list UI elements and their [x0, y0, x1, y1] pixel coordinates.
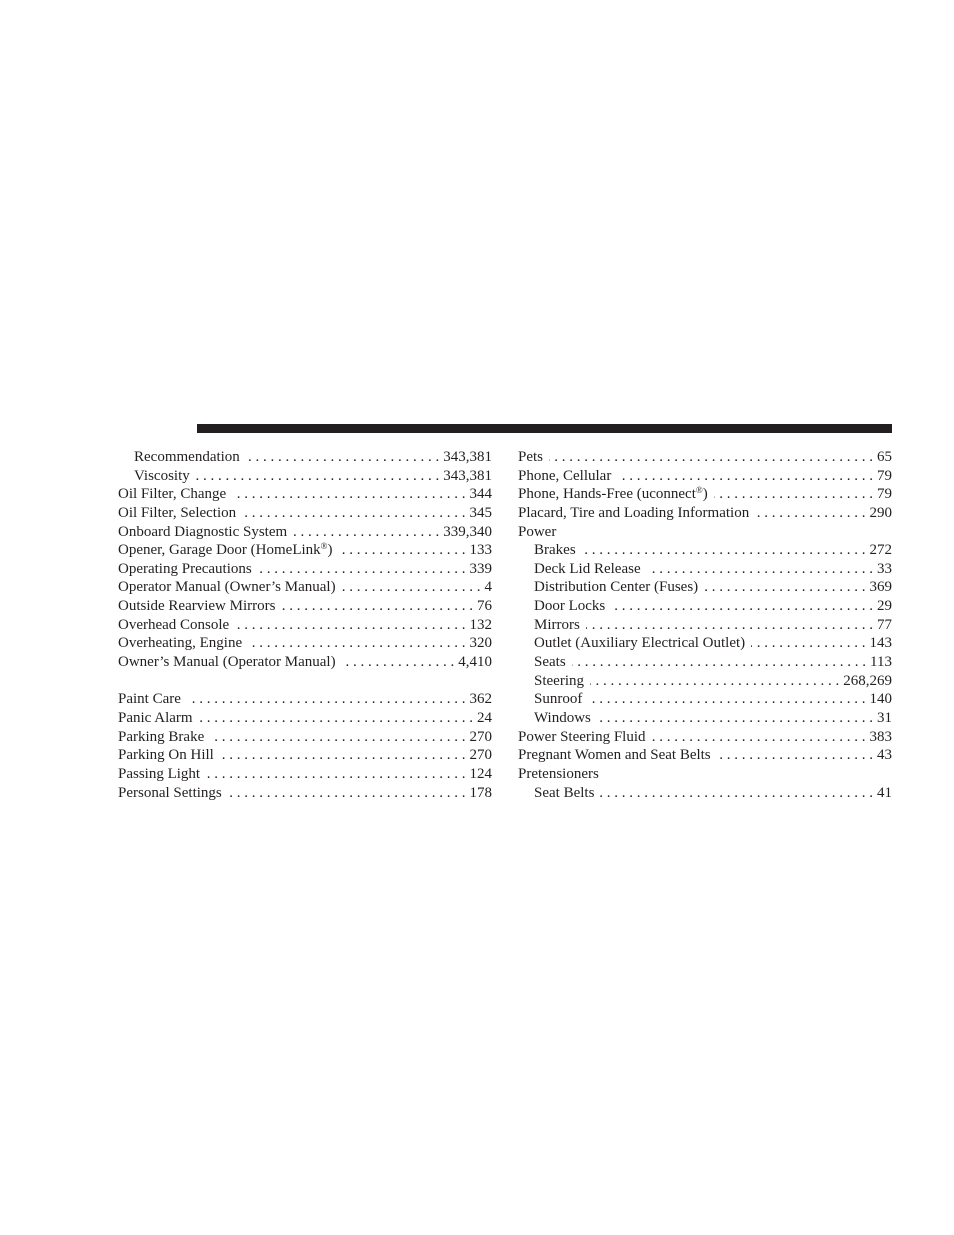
entry-page-number: 124 — [469, 765, 492, 782]
dot-leader — [246, 448, 439, 467]
entry-label: Deck Lid Release — [534, 560, 641, 577]
entry-label: Phone, Cellular — [518, 467, 612, 484]
dot-leader — [755, 504, 865, 523]
dot-leader — [228, 784, 466, 803]
entry-page-number: 43 — [877, 747, 892, 764]
entry-page-number: 31 — [877, 709, 892, 726]
entry-page-number: 140 — [869, 691, 892, 708]
entry-page-number: 178 — [469, 784, 492, 801]
dot-leader — [717, 746, 873, 765]
index-subentry — [518, 709, 892, 728]
entry-page-number: 345 — [469, 504, 492, 521]
index-subentry — [118, 467, 492, 486]
index-entry — [118, 541, 492, 560]
index-subentry — [518, 690, 892, 709]
dot-leader — [704, 578, 865, 597]
index-entry — [118, 653, 492, 672]
index-subentry — [518, 616, 892, 635]
index-entry — [518, 467, 892, 486]
dot-leader — [206, 765, 465, 784]
index-entry — [118, 765, 492, 784]
entry-page-number: 24 — [477, 709, 492, 726]
index-entry — [118, 616, 492, 635]
dot-leader — [210, 728, 465, 747]
index-entry — [118, 746, 492, 765]
entry-page-number: 76 — [477, 598, 492, 615]
entry-label: Door Locks — [534, 598, 606, 615]
index-entry — [518, 448, 892, 467]
entry-label: Seat Belts — [534, 784, 595, 801]
index-entry — [518, 504, 892, 523]
dot-leader — [199, 709, 473, 728]
dot-leader — [196, 467, 439, 486]
top-rule — [197, 424, 892, 433]
entry-page-number: 268,269 — [843, 672, 892, 689]
index-entry — [118, 504, 492, 523]
entry-label: Sunroof — [534, 691, 583, 708]
dot-leader — [342, 653, 455, 672]
entry-page-number: 343,381 — [443, 467, 492, 484]
index-entry — [118, 485, 492, 504]
entry-label: Overhead Console — [118, 616, 230, 633]
entry-page-number: 362 — [469, 691, 492, 708]
entry-page-number: 143 — [869, 635, 892, 652]
dot-leader — [588, 690, 865, 709]
index-entry — [518, 746, 892, 765]
index-entry — [118, 560, 492, 579]
dot-leader — [617, 467, 873, 486]
entry-label: Pretensioners — [518, 765, 599, 782]
dot-leader — [714, 485, 873, 504]
dot-leader — [549, 448, 873, 467]
dot-leader — [590, 672, 839, 691]
entry-label: Outlet (Auxiliary Electrical Outlet) — [534, 635, 746, 652]
entry-label: Phone, Hands-Free (uconnect®) — [518, 485, 708, 503]
dot-leader — [600, 784, 873, 803]
entry-page-number: 133 — [469, 542, 492, 559]
entry-label: Parking On Hill — [118, 747, 214, 764]
entry-label: Seats — [534, 654, 566, 671]
entry-label: Brakes — [534, 542, 576, 559]
index-heading — [518, 765, 892, 784]
entry-page-number: 343,381 — [443, 449, 492, 465]
index-subentry — [518, 653, 892, 672]
entry-page-number: 339,340 — [443, 523, 492, 540]
entry-page-number: 344 — [469, 486, 492, 503]
index-subentry — [518, 541, 892, 560]
section-spacer — [118, 672, 492, 691]
entry-page-number: 4,410 — [458, 654, 492, 671]
dot-leader — [342, 578, 481, 597]
entry-page-number: 4 — [484, 579, 492, 596]
entry-page-number: 79 — [877, 467, 892, 484]
index-entry — [118, 709, 492, 728]
dot-leader — [258, 560, 466, 579]
entry-label: Windows — [534, 709, 591, 726]
entry-page-number: 270 — [469, 747, 492, 764]
dot-leader — [242, 504, 465, 523]
entry-label: Power — [518, 523, 557, 540]
dot-leader — [751, 634, 865, 653]
dot-leader — [572, 653, 866, 672]
entry-page-number: 79 — [877, 486, 892, 503]
dot-leader — [187, 690, 466, 709]
dot-leader — [232, 485, 465, 504]
entry-page-number: 290 — [869, 504, 892, 521]
index-subentry — [518, 560, 892, 579]
entry-page-number: 33 — [877, 560, 892, 577]
dot-leader — [582, 541, 866, 560]
entry-label: Steering — [534, 672, 584, 689]
entry-label: Distribution Center (Fuses) — [534, 579, 699, 596]
entry-label: Personal Settings — [118, 784, 222, 801]
entry-label: Recommendation — [134, 449, 240, 465]
dot-leader — [281, 597, 473, 616]
entry-page-number: 383 — [869, 728, 892, 745]
entry-page-number: 339 — [469, 560, 492, 577]
index-subentry — [518, 597, 892, 616]
index-entry — [518, 728, 892, 747]
entry-label: Pregnant Women and Seat Belts — [518, 747, 711, 764]
dot-leader — [248, 634, 465, 653]
index-subentry — [118, 448, 492, 467]
index-entry — [118, 597, 492, 616]
entry-label: Opener, Garage Door (HomeLink®) — [118, 541, 333, 559]
index-subentry — [518, 784, 892, 803]
index-subentry — [518, 578, 892, 597]
index-entry — [118, 784, 492, 803]
entry-label: Operator Manual (Owner’s Manual) — [118, 579, 336, 596]
dot-leader — [586, 616, 873, 635]
entry-label: Oil Filter, Selection — [118, 504, 237, 521]
entry-label: Pets — [518, 449, 544, 465]
entry-label: Viscosity — [134, 467, 190, 484]
entry-page-number: 77 — [877, 616, 892, 633]
entry-label: Operating Precautions — [118, 560, 252, 577]
entry-label: Paint Care — [118, 691, 181, 708]
entry-page-number: 41 — [877, 784, 892, 801]
index-column-right — [518, 448, 892, 802]
entry-page-number: 29 — [877, 598, 892, 615]
entry-label: Owner’s Manual (Operator Manual) — [118, 654, 336, 671]
index-entry — [518, 485, 892, 504]
dot-leader — [611, 597, 873, 616]
entry-label: Power Steering Fluid — [518, 728, 646, 745]
index-subentry — [518, 672, 892, 691]
dot-leader — [339, 541, 466, 560]
entry-page-number: 369 — [869, 579, 892, 596]
dot-leader — [293, 523, 439, 542]
index-entry — [118, 728, 492, 747]
index-entry — [118, 690, 492, 709]
dot-leader — [220, 746, 466, 765]
entry-page-number: 270 — [469, 728, 492, 745]
entry-label: Mirrors — [534, 616, 580, 633]
index-subentry — [518, 634, 892, 653]
dot-leader — [235, 616, 465, 635]
entry-page-number: 113 — [870, 654, 892, 671]
index-entry — [118, 634, 492, 653]
entry-page-number: 65 — [877, 449, 892, 465]
dot-leader — [652, 728, 866, 747]
entry-label: Placard, Tire and Loading Information — [518, 504, 750, 521]
index-column-left — [118, 448, 492, 802]
entry-label: Panic Alarm — [118, 709, 193, 726]
entry-page-number: 320 — [469, 635, 492, 652]
entry-label: Outside Rearview Mirrors — [118, 598, 276, 615]
entry-page-number: 272 — [869, 542, 892, 559]
index-entry — [118, 578, 492, 597]
dot-leader — [597, 709, 873, 728]
entry-label: Onboard Diagnostic System — [118, 523, 288, 540]
entry-label: Parking Brake — [118, 728, 205, 745]
index-entry — [118, 523, 492, 542]
entry-label: Passing Light — [118, 765, 201, 782]
index-heading — [518, 523, 892, 542]
entry-label: Overheating, Engine — [118, 635, 243, 652]
entry-page-number: 132 — [469, 616, 492, 633]
dot-leader — [647, 560, 873, 579]
entry-label: Oil Filter, Change — [118, 486, 227, 503]
